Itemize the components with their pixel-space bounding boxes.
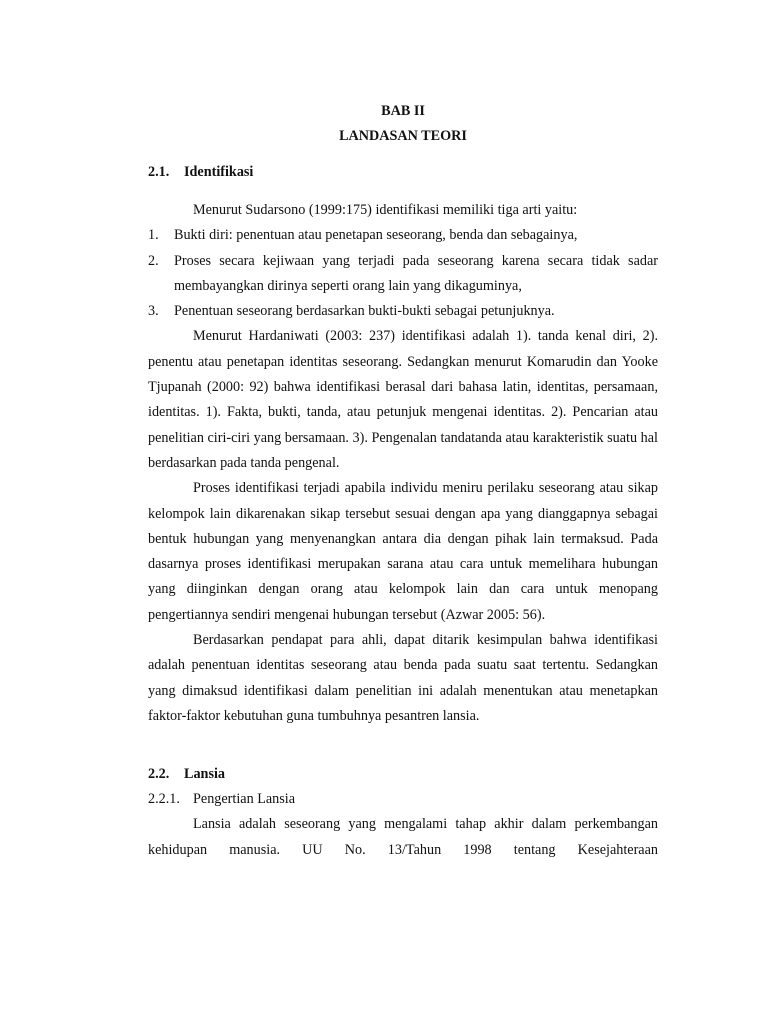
paragraph-lansia: Lansia adalah seseorang yang mengalami tahap akhir dalam perkembangan kehidupan manusia. UU No. 13/Tahun 1998 tentang Kesejahteraan (148, 816, 658, 858)
list-item-number: 2. (148, 252, 159, 269)
list-item (148, 249, 658, 300)
subsection-heading (148, 787, 658, 812)
chapter-label: BAB II (381, 103, 425, 119)
section-title: Identifikasi (184, 164, 254, 180)
subsection-number: 2.2.1. (148, 791, 180, 808)
list-item (148, 299, 658, 324)
paragraph-proses-identifikasi: Proses identifikasi terjadi apabila individu meniru perilaku seseorang atau sikap kelompok lain dikarenakan sikap tersebut sesuai dengan apa yang dianggapnya sebagai bentuk hubungan yang menyenangkan antara dia dengan pihak lain termaksud. Pada dasarnya proses identifikasi merupakan sarana atau cara untuk memelihara hubungan yang diinginkan dengan orang atau kelompok lain dan cara untuk menopang pengertiannya sendiri mengenai hubungan tersebut (Azwar 2005: 56). (148, 480, 658, 623)
page-content (148, 99, 658, 863)
spacer (148, 729, 658, 752)
section-number: 2.2. (148, 766, 170, 783)
list-item-number: 1. (148, 227, 159, 244)
definition-list (148, 223, 658, 324)
list-item (148, 223, 658, 248)
list-item-text: Penentuan seseorang berdasarkan bukti-bukti sebagai petunjuknya. (174, 303, 555, 320)
paragraph-intro: Menurut Sudarsono (1999:175) identifikasi memiliki tiga arti yaitu: (193, 202, 578, 218)
list-item-number: 3. (148, 303, 159, 320)
subsection-title: Pengertian Lansia (193, 791, 296, 808)
section-number: 2.1. (148, 164, 170, 180)
section-heading-identifikasi (148, 160, 658, 185)
section-heading-lansia (148, 762, 658, 787)
paragraph-kesimpulan: Berdasarkan pendapat para ahli, dapat ditarik kesimpulan bahwa identifikasi adalah penentuan identitas seseorang atau benda pada suatu saat tertentu. Sedangkan yang dimaksud identifikasi dalam penelitian ini adalah menentukan atau menetapkan faktor-faktor kebutuhan guna tumbuhnya pesantren lansia. (148, 632, 658, 724)
paragraph-hardaniwati: Menurut Hardaniwati (2003: 237) identifikasi adalah 1). tanda kenal diri, 2). penentu atau penetapan identitas seseorang. Sedangkan menurut Komarudin dan Yooke Tjupanah (2000: 92) bahwa identifikasi berasal dari bahasa latin, identitas, persamaan, identitas. 1). Fakta, bukti, tanda, atau petunjuk mengenai identitas. 2). Pencarian atau penelitian ciri-ciri yang bersamaan. 3). Pengenalan tandatanda atau karakteristik suatu hal berdasarkan pada tanda pengenal. (148, 328, 658, 471)
section-title: Lansia (184, 766, 226, 783)
list-item-text: Bukti diri: penentuan atau penetapan seseorang, benda dan sebagainya, (174, 227, 578, 244)
list-item-text: Proses secara kejiwaan yang terjadi pada seseorang karena secara tidak sadar membayangkan dirinya seperti orang lain yang dikaguminya, (174, 252, 658, 294)
chapter-title: LANDASAN TEORI (339, 128, 467, 144)
